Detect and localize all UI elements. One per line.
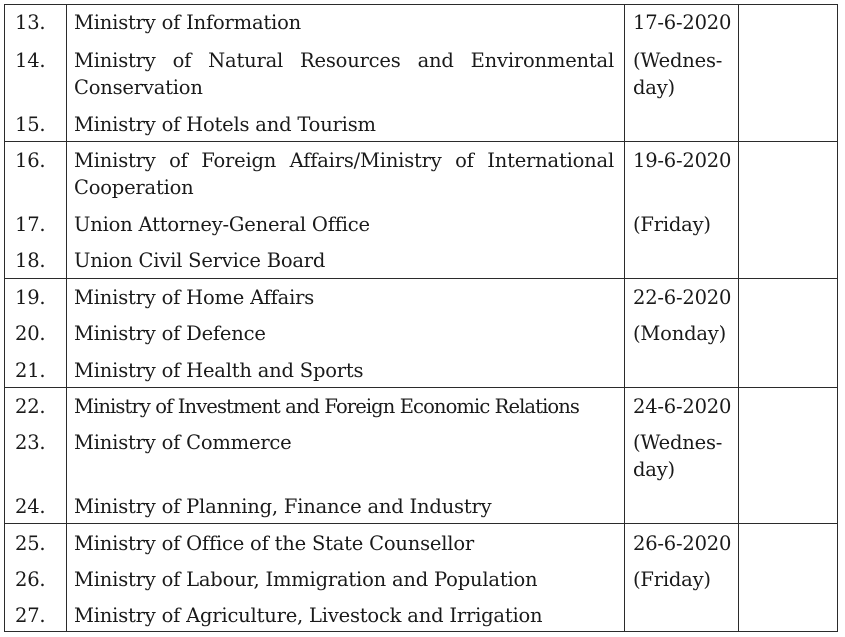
row-number: 16. — [15, 149, 46, 172]
schedule-group — [5, 5, 837, 141]
row-number: 19. — [15, 286, 46, 309]
meeting-weekday: (Wednes- — [633, 49, 723, 72]
ministry-name: Union Civil Service Board — [74, 249, 326, 272]
ministry-name: Ministry of Labour, Immigration and Population — [74, 568, 538, 591]
row-number: 18. — [15, 249, 46, 272]
row-number: 24. — [15, 495, 46, 518]
ministry-name: Ministry of Agriculture, Livestock and Irrigation — [74, 604, 543, 627]
meeting-date: 17-6-2020 — [633, 11, 732, 34]
row-number: 14. — [15, 49, 46, 72]
row-number: 21. — [15, 359, 46, 382]
ministry-name: Ministry of Planning, Finance and Industry — [74, 495, 492, 518]
ministry-schedule-table — [4, 4, 838, 632]
meeting-weekday: (Friday) — [633, 213, 711, 236]
meeting-date: 26-6-2020 — [633, 532, 732, 555]
row-number: 26. — [15, 568, 46, 591]
schedule-group — [5, 387, 837, 524]
meeting-weekday: (Wednes- — [633, 431, 723, 454]
row-number: 17. — [15, 213, 46, 236]
meeting-weekday-continued: day) — [633, 76, 675, 99]
ministry-name: Ministry of Hotels and Tourism — [74, 113, 376, 136]
ministry-name: Ministry of Commerce — [74, 431, 292, 454]
ministry-name: Ministry of Information — [74, 11, 301, 34]
meeting-date: 22-6-2020 — [633, 286, 732, 309]
ministry-name: Union Attorney-General Office — [74, 213, 370, 236]
meeting-weekday-continued: day) — [633, 458, 675, 481]
schedule-group — [5, 278, 837, 388]
row-number: 15. — [15, 113, 46, 136]
meeting-date: 19-6-2020 — [633, 149, 732, 172]
ministry-name: Ministry of Natural Resources and Environmental Conservation — [74, 49, 614, 99]
ministry-name: Ministry of Investment and Foreign Economic Relations — [74, 395, 580, 418]
row-number: 20. — [15, 322, 46, 345]
ministry-name: Ministry of Office of the State Counsellor — [74, 532, 474, 555]
meeting-weekday: (Friday) — [633, 568, 711, 591]
row-number: 25. — [15, 532, 46, 555]
schedule-group — [5, 523, 837, 631]
meeting-weekday: (Monday) — [633, 322, 727, 345]
ministry-name: Ministry of Foreign Affairs/Ministry of International Cooperation — [74, 149, 614, 199]
row-number: 27. — [15, 604, 46, 627]
ministry-name: Ministry of Health and Sports — [74, 359, 364, 382]
ministry-name: Ministry of Defence — [74, 322, 266, 345]
row-number: 23. — [15, 431, 46, 454]
ministry-name: Ministry of Home Affairs — [74, 286, 315, 309]
schedule-group — [5, 141, 837, 279]
meeting-date: 24-6-2020 — [633, 395, 732, 418]
row-number: 13. — [15, 11, 46, 34]
row-number: 22. — [15, 395, 46, 418]
